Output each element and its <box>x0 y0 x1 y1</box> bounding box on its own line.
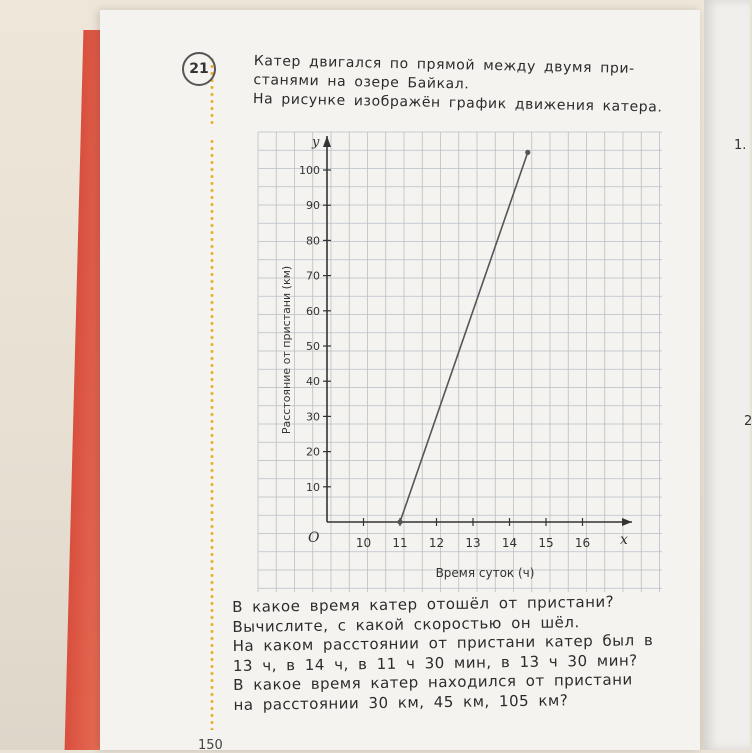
y-tick-label: 90 <box>306 199 320 213</box>
x-tick-label: 16 <box>574 536 591 550</box>
y-axis-name: y <box>312 135 320 150</box>
y-tick-label: 80 <box>306 234 320 248</box>
problem-questions <box>232 592 684 715</box>
y-tick-label: 60 <box>306 304 320 318</box>
y-tick-label: 50 <box>306 340 320 353</box>
y-axis-arrow <box>323 136 331 147</box>
question-line: Вычислите, с какой скоростью он шёл. <box>232 612 580 636</box>
y-tick-label: 40 <box>306 375 320 389</box>
origin-label: O <box>308 530 320 546</box>
chart-ticks <box>299 164 590 550</box>
x-axis-label: Время суток (ч) <box>435 566 535 580</box>
right-page-fragment: 2 <box>744 414 752 429</box>
y-tick-label: 30 <box>306 410 320 424</box>
x-axis-name: x <box>620 532 628 548</box>
data-point <box>525 150 530 155</box>
right-page-fragment: 1. <box>734 138 747 153</box>
intro-line: На рисунке изображён график движения катера. <box>252 90 663 116</box>
x-tick-label: 15 <box>538 536 554 550</box>
motion-graph-line <box>400 152 528 522</box>
data-point <box>397 519 402 524</box>
chart-series <box>397 150 530 525</box>
question-line: В какое время катер находился от пристани <box>233 670 633 694</box>
question-line: на расстоянии 30 км, 45 км, 105 км? <box>233 690 569 714</box>
y-tick-label: 20 <box>306 445 320 459</box>
y-axis-label: Расстояние от пристани (км) <box>280 265 293 435</box>
question-line: На каком расстоянии от пристани катер был в <box>232 631 654 655</box>
intro-line: Катер двигался по прямой между двумя при- <box>253 52 635 77</box>
page-number: 150 <box>198 738 223 753</box>
chart-axes <box>323 136 632 526</box>
problem-number: 21 <box>189 61 209 77</box>
x-tick-label: 14 <box>501 536 518 550</box>
x-axis-arrow <box>622 518 632 526</box>
x-tick-label: 10 <box>355 536 372 550</box>
y-tick-label: 70 <box>306 269 320 283</box>
question-line: В какое время катер отошёл от пристани? <box>232 592 615 616</box>
question-line: 13 ч, в 14 ч, в 11 ч 30 мин, в 13 ч 30 мин? <box>232 650 638 675</box>
y-tick-label: 10 <box>306 480 320 494</box>
x-tick-label: 13 <box>465 536 481 550</box>
intro-line: станями на озере Байкал. <box>253 71 470 93</box>
x-tick-label: 11 <box>392 536 408 550</box>
y-tick-label: 100 <box>299 164 320 177</box>
x-tick-label: 12 <box>428 536 445 550</box>
